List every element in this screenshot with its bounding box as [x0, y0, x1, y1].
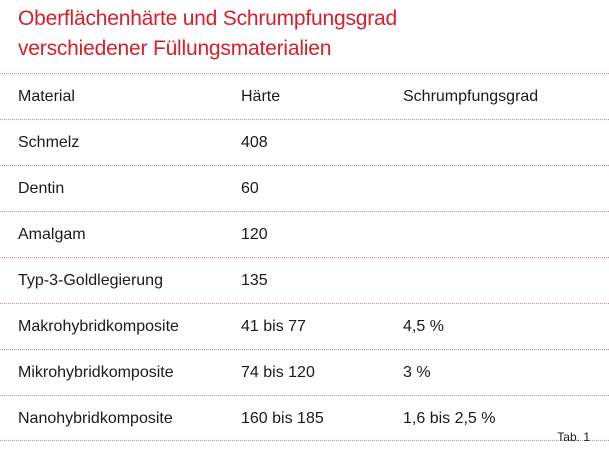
cell-haerte: 60	[241, 180, 259, 197]
header-haerte: Härte	[241, 88, 281, 105]
table-row	[0, 165, 609, 211]
table-header-row	[0, 73, 609, 119]
cell-haerte: 41 bis 77	[241, 318, 306, 335]
table-row	[0, 211, 609, 257]
header-schrumpfungsgrad: Schrumpfungsgrad	[403, 88, 539, 105]
table-row	[0, 257, 609, 303]
table-title	[18, 4, 598, 64]
cell-schrumpfungsgrad: 1,6 bis 2,5 %	[403, 410, 496, 427]
cell-schrumpfungsgrad: 3 %	[403, 364, 431, 381]
cell-material: Makrohybridkomposite	[18, 318, 179, 335]
cell-haerte: 135	[241, 272, 268, 289]
cell-material: Mikrohybridkomposite	[18, 364, 174, 381]
cell-schrumpfungsgrad: 4,5 %	[403, 318, 444, 335]
title-line-1: Oberflächenhärte und Schrumpfungsgrad	[18, 7, 398, 30]
cell-haerte: 408	[241, 134, 268, 151]
cell-haerte: 74 bis 120	[241, 364, 315, 381]
cell-material: Dentin	[18, 180, 65, 197]
table-row	[0, 119, 609, 165]
table-number-label: Tab. 1	[557, 430, 590, 444]
header-material: Material	[18, 88, 75, 105]
cell-haerte: 160 bis 185	[241, 410, 324, 427]
materials-table	[0, 73, 609, 441]
cell-haerte: 120	[241, 226, 268, 243]
cell-material: Schmelz	[18, 134, 80, 151]
cell-material: Nanohybridkomposite	[18, 410, 173, 427]
table-row	[0, 303, 609, 349]
table-row	[0, 395, 609, 441]
title-line-2: verschiedener Füllungsmaterialien	[18, 37, 332, 60]
cell-material: Typ-3-Goldlegierung	[18, 272, 163, 289]
cell-material: Amalgam	[18, 226, 86, 243]
table-row	[0, 349, 609, 395]
